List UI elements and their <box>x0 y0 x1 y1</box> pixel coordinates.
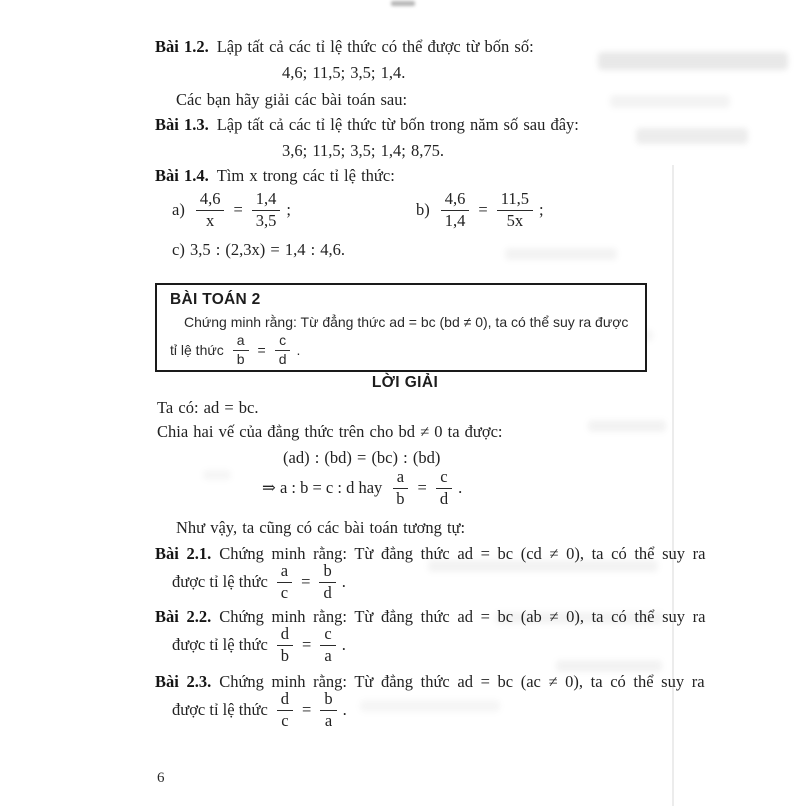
intro-sentence: Các bạn hãy giải các bài toán sau: <box>176 90 408 109</box>
exercise-2-1-formula <box>172 560 346 604</box>
bleed-through-smudge <box>203 470 231 480</box>
part-label: a) <box>172 200 185 219</box>
problem-box <box>155 283 647 372</box>
fraction: $\frac{11,5}{5x}$ <box>497 190 533 229</box>
fraction: $\frac{c}{d}$ <box>436 468 452 507</box>
punctuation: ; <box>538 200 544 219</box>
part-label: b) <box>416 200 430 219</box>
exercise-text: Chứng minh rằng: Từ đẳng thức ad = bc (ab ≠ 0), ta có thể suy ra <box>219 607 706 626</box>
exercise-text: Lập tất cả các tỉ lệ thức từ bốn trong năm số sau đây: <box>216 115 579 134</box>
scan-mark <box>391 1 415 6</box>
equals-sign: = <box>257 342 266 358</box>
punctuation: . <box>296 342 301 358</box>
exercise-2-2-formula <box>172 623 346 667</box>
exercise-1-3-numbers: 3,6; 11,5; 3,5; 1,4; 8,75. <box>282 141 444 160</box>
equation-1-4c: c) 3,5 : (2,3x) = 1,4 : 4,6. <box>172 240 346 259</box>
bleed-through-smudge <box>636 128 748 144</box>
equals-sign: = <box>478 200 488 219</box>
punctuation: . <box>341 635 346 654</box>
formula-prefix: được tỉ lệ thức <box>172 635 268 654</box>
exercise-1-2-numbers: 4,6; 11,5; 3,5; 1,4. <box>282 63 406 82</box>
exercise-1-2 <box>155 36 534 58</box>
exercise-1-4 <box>155 165 395 187</box>
closing-sentence: Như vậy, ta cũng có các bài toán tương tự: <box>176 518 466 537</box>
problem-statement: Chứng minh rằng: Từ đẳng thức ad = bc (bd ≠ 0), ta có thể suy ra được <box>184 314 629 330</box>
exercise-text: Lập tất cả các tỉ lệ thức có thể được từ bốn số: <box>216 37 534 56</box>
solution-step-4 <box>262 466 462 510</box>
fraction: $\frac{a}{b}$ <box>392 468 408 507</box>
implication-text: ⇒ a : b = c : d hay <box>262 478 383 497</box>
exercise-label: Bài 1.3. <box>155 115 209 134</box>
bleed-through-smudge <box>588 420 666 432</box>
exercise-text: Tìm x trong các tỉ lệ thức: <box>216 166 395 185</box>
solution-heading: LỜI GIẢI <box>371 374 439 391</box>
page-number: 6 <box>157 770 165 786</box>
bleed-through-smudge <box>610 95 730 108</box>
exercise-text: Chứng minh rằng: Từ đẳng thức ad = bc (ac ≠ 0), ta có thể suy ra <box>219 672 705 691</box>
solution-step-2: Chia hai vế của đẳng thức trên cho bd ≠ 0 ta được: <box>157 422 503 441</box>
formula-prefix: được tỉ lệ thức <box>172 700 268 719</box>
bleed-through-smudge <box>598 52 788 70</box>
fraction: $\frac{1,4}{3,5}$ <box>252 190 281 229</box>
equation-1-4b <box>416 186 544 234</box>
bleed-through-smudge <box>360 700 500 712</box>
solution-step-1: Ta có: ad = bc. <box>157 398 259 417</box>
exercise-text: Chứng minh rằng: Từ đẳng thức ad = bc (cd ≠ 0), ta có thể suy ra <box>219 544 706 563</box>
problem-statement-formula <box>170 331 300 369</box>
page-edge-line <box>672 165 674 806</box>
fraction: $\frac{4,6}{1,4}$ <box>441 190 470 229</box>
equation-1-4a <box>172 186 291 234</box>
fraction: $\frac{d}{c}$ <box>277 690 293 729</box>
equals-sign: = <box>233 200 243 219</box>
punctuation: . <box>341 572 346 591</box>
exercise-label: Bài 1.2. <box>155 37 209 56</box>
solution-step-3: (ad) : (bd) = (bc) : (bd) <box>283 448 441 467</box>
punctuation: ; <box>286 200 291 219</box>
fraction: $\frac{a}{c}$ <box>277 562 292 601</box>
fraction: $\frac{c}{d}$ <box>275 333 291 367</box>
fraction: $\frac{a}{b}$ <box>233 333 249 367</box>
fraction: $\frac{b}{a}$ <box>320 690 336 729</box>
fraction: $\frac{d}{b}$ <box>277 625 293 664</box>
exercise-label: Bài 2.3. <box>155 672 212 691</box>
punctuation: . <box>458 478 463 497</box>
punctuation: . <box>342 700 347 719</box>
exercise-label: Bài 2.1. <box>155 544 212 563</box>
fraction: $\frac{b}{d}$ <box>319 562 335 601</box>
fraction: $\frac{c}{a}$ <box>320 625 335 664</box>
fraction: $\frac{4,6}{x}$ <box>196 190 225 229</box>
statement-prefix: tỉ lệ thức <box>170 342 224 358</box>
exercise-label: Bài 2.2. <box>155 607 212 626</box>
problem-box-title: BÀI TOÁN 2 <box>170 291 261 308</box>
exercise-2-3-formula <box>172 688 347 732</box>
formula-prefix: được tỉ lệ thức <box>172 572 268 591</box>
exercise-label: Bài 1.4. <box>155 166 209 185</box>
equals-sign: = <box>301 572 311 591</box>
equals-sign: = <box>302 700 312 719</box>
exercise-1-3 <box>155 114 579 136</box>
equals-sign: = <box>302 635 312 654</box>
bleed-through-smudge <box>505 248 617 260</box>
equals-sign: = <box>417 478 427 497</box>
